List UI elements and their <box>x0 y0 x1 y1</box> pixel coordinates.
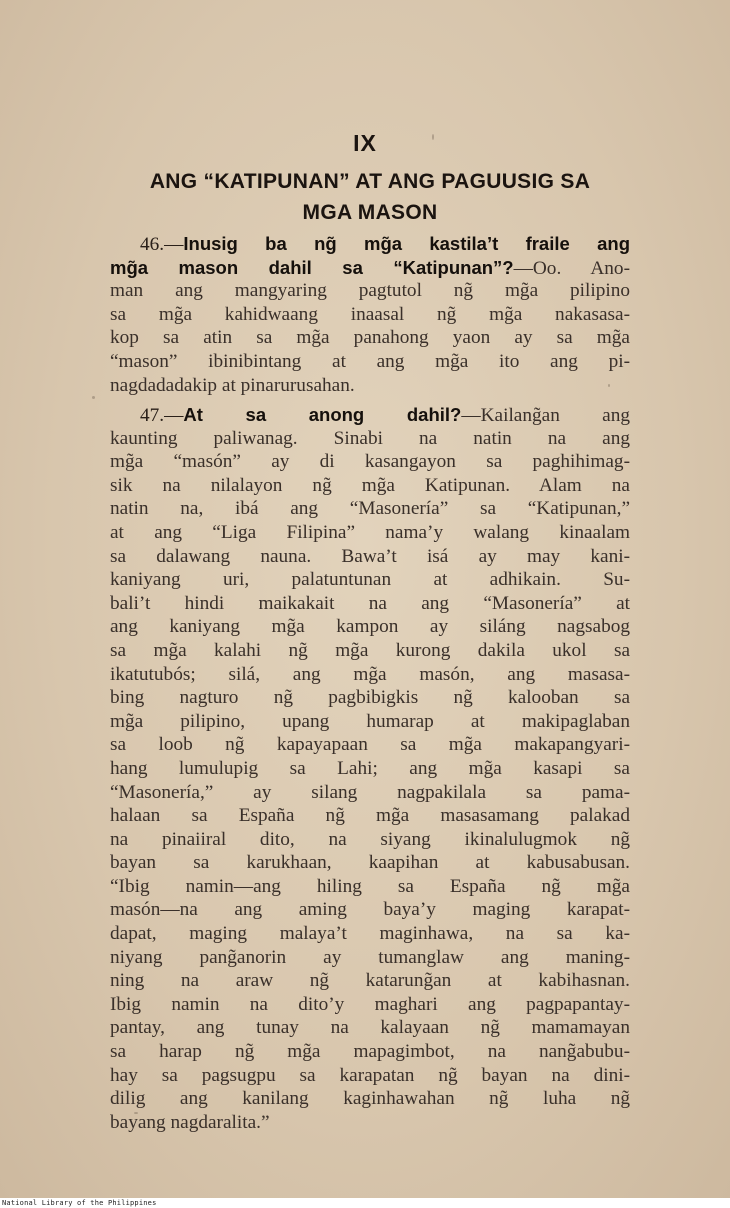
text-line: pantay, ang tunay na kalayaan ng̃ mamamayan <box>110 1017 630 1039</box>
chapter-title-line-1: ANG “KATIPUNAN” AT ANG PAGUUSIG SA <box>149 170 591 193</box>
paragraph-46-second-line <box>110 256 630 280</box>
text-line: kaniyang uri, palatuntunan at adhikain. Su- <box>110 569 630 591</box>
text-line: ning na araw ng̃ katarung̃an at kabihasnan. <box>110 970 630 992</box>
paragraph-46-first-line <box>110 232 630 256</box>
text-line: sik na nilalayon ng̃ mg̃a Katipunan. Alam na <box>110 474 630 496</box>
text-line: at ang “Liga Filipina” nama’y walang kinaalam <box>110 521 630 543</box>
answer-start: —Kailang̃an ang <box>461 405 630 426</box>
text-line: kop sa atin sa mg̃a panahong yaon ay sa mg̃a <box>110 327 630 349</box>
page-speck <box>92 396 95 399</box>
text-line: masón—na ang aming baya’y maging karapat- <box>110 899 630 921</box>
text-line: sa dalawang nauna. Bawa’t isá ay may kani- <box>110 545 630 567</box>
chapter-number: IX <box>353 130 377 156</box>
text-line: hang lumulupig sa Lahi; ang mg̃a kasapi sa <box>110 757 630 779</box>
text-line: na pinaiiral dito, na siyang ikinalulugmok ng̃ <box>110 828 630 850</box>
text-line: nagdadadakip at pinarurusahan. <box>110 374 355 396</box>
text-line: niyang pang̃anorin ay tumanglaw ang maning- <box>110 946 630 968</box>
paragraph-number: 47.— <box>140 405 184 426</box>
paragraph-47 <box>110 403 630 1134</box>
text-line: man ang mangyaring pagtutol ng̃ mg̃a pilipino <box>110 280 630 302</box>
text-line: bayang nagdaralita.” <box>110 1111 270 1133</box>
text-line: bayan sa karukhaan, kaapihan at kabusabusan. <box>110 852 630 874</box>
library-credit: National Library of the Philippines <box>2 1199 157 1207</box>
question-text: At sa anong dahil? <box>183 404 462 425</box>
text-line: Ibig namin na dito’y maghari ang pagpapantay- <box>110 993 630 1015</box>
text-line: sa harap ng̃ mg̃a mapagimbot, na nang̃abubu- <box>110 1041 630 1063</box>
paragraph-47-first-line <box>110 403 630 427</box>
text-line: dapat, maging malaya’t maginhawa, na sa ka- <box>110 923 630 945</box>
text-line: ikatutubós; silá, ang mg̃a masón, ang masasa- <box>110 663 630 685</box>
text-line: “mason” ibinibintang at ang mg̃a ito ang pi- <box>110 350 630 372</box>
text-line: mg̃a “masón” ay di kasangayon sa paghihimag- <box>110 451 630 473</box>
text-line: “Masonería,” ay silang nagpakilala sa pama- <box>110 781 630 803</box>
text-line: mg̃a pilipino, upang humarap at makipaglaban <box>110 710 630 732</box>
text-line: bing nagturo ng̃ pagbibigkis ng̃ kalooban sa <box>110 687 630 709</box>
text-line: dilig ang kanilang kaginhawahan ng̃ luha ng̃ <box>110 1088 630 1110</box>
answer-start: —Oo. Ano- <box>513 257 630 279</box>
text-line: halaan sa España ng̃ mg̃a masasamang palakad <box>110 805 630 827</box>
text-line: natin na, ibá ang “Masonería” sa “Katipunan,” <box>110 498 630 520</box>
text-line: sa loob ng̃ kapayapaan sa mg̃a makapangyari- <box>110 734 630 756</box>
text-line: bali’t hindi maikakait na ang “Masonería” at <box>110 592 630 614</box>
chapter-title-line-2: MGA MASON <box>302 201 438 224</box>
paragraph-46 <box>110 232 630 397</box>
question-text: Inusig ba ng̃ mg̃a kastila’t fraile ang <box>183 233 630 254</box>
paragraph-number: 46.— <box>140 234 184 255</box>
text-line: sa mg̃a kalahi ng̃ mg̃a kurong dakila ukol sa <box>110 639 630 661</box>
text-line: ang kaniyang mg̃a kampon ay siláng nagsabog <box>110 616 630 638</box>
text-line: sa mg̃a kahidwaang inaasal ng̃ mg̃a nakasasa- <box>110 303 630 325</box>
question-text: mg̃a mason dahil sa “Katipunan”? <box>110 256 514 278</box>
text-line: kaunting paliwanag. Sinabi na natin na ang <box>110 427 630 449</box>
text-line: “Ibig namin—ang hiling sa España ng̃ mg̃a <box>110 875 630 897</box>
chapter-title <box>60 166 680 228</box>
text-line: hay sa pagsugpu sa karapatan ng̃ bayan na dini- <box>110 1064 630 1086</box>
